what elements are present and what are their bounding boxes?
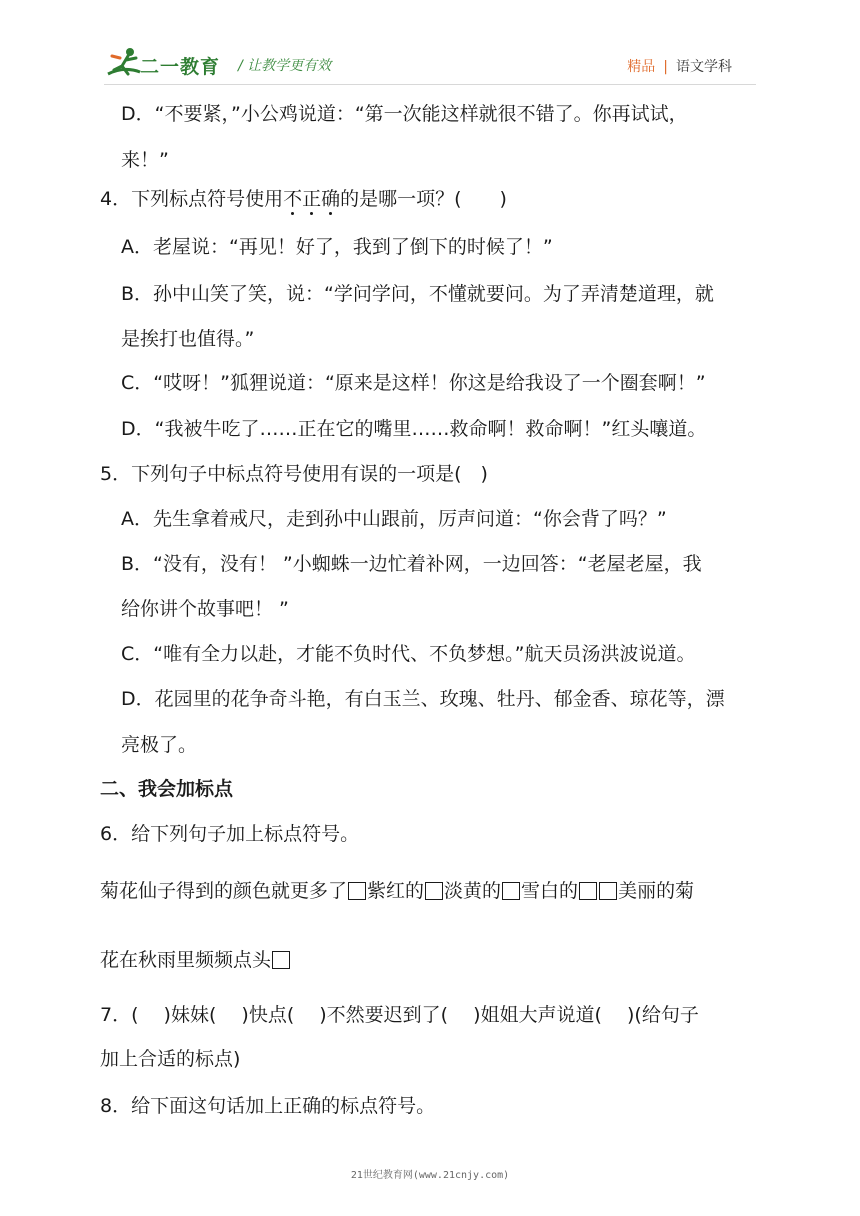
header-divider [104,84,756,85]
logo-text: 二一教育 [140,56,221,78]
q4-emphasis-1: 不 [283,188,303,210]
q3-option-d-line2: 来！” [121,149,169,171]
page-footer: 21世纪教育网(www.21cnjy.com) [350,1170,510,1181]
q4-option-b-line1: B．孙中山笑了笑，说：“学问学问，不懂就要问。为了弄清楚道理，就 [121,283,714,305]
page-header [0,0,860,90]
answer-box[interactable] [599,882,617,900]
q6-seg-1: 菊花仙子得到的颜色就更多了 [100,880,348,902]
q4-emphasis-2: 正 [302,188,322,210]
question-5: 5．下列句子中标点符号使用有误的一项是( ) [100,463,488,485]
q4-option-b-line2: 是挨打也值得。” [121,328,255,350]
question-6: 6．给下列句子加上标点符号。 [100,823,360,845]
answer-box[interactable] [579,882,597,900]
q6-seg-2: 紫红的 [367,880,425,902]
q5-option-b-line2: 给你讲个故事吧！ ” [121,598,289,620]
q5-option-b-line1: B．“没有，没有！ ”小蜘蛛一边忙着补网，一边回答：“老屋老屋，我 [121,553,702,575]
slogan: / 让教学更有效 [238,58,332,74]
q4-option-c: C．“哎呀！”狐狸说道：“原来是这样！你这是给我设了一个圈套啊！” [121,372,706,394]
q6-seg-3: 淡黄的 [444,880,502,902]
section-2-heading: 二、我会加标点 [100,778,234,800]
question-8: 8．给下面这句话加上正确的标点符号。 [100,1095,436,1117]
question-7-line1: 7．( )妹妹( )快点( )不然要迟到了( )姐姐大声说道( )(给句子 [100,1004,699,1026]
q6-seg-4: 雪白的 [521,880,579,902]
question-4 [100,187,507,211]
q4-text-a: 4．下列标点符号使用 [100,188,284,210]
q4-option-a: A．老屋说：“再见！好了，我到了倒下的时候了！” [121,236,553,258]
q4-option-d: D．“我被牛吃了……正在它的嘴里……救命啊！救命啊！”红头嚷道。 [121,418,707,440]
subject-label: 语文学科 [676,59,732,75]
answer-box[interactable] [425,882,443,900]
answer-box[interactable] [272,951,290,969]
q5-option-d-line1: D．花园里的花争奇斗艳，有白玉兰、玫瑰、牡丹、郁金香、琼花等，漂 [121,688,725,710]
header-separator: | [663,59,668,75]
q5-option-a: A．先生拿着戒尺，走到孙中山跟前，厉声问道：“你会背了吗？” [121,508,667,530]
q6-sentence-line1 [100,879,694,903]
header-subject [627,56,732,76]
answer-box[interactable] [348,882,366,900]
brand-label: 精品 [627,59,656,75]
q6-seg-5: 美丽的菊 [618,880,695,902]
q3-option-d-line1: D．“不要紧，”小公鸡说道：“第一次能这样就很不错了。你再试试， [121,103,688,125]
q4-emphasis-3: 确 [321,188,341,210]
q6-seg-6: 花在秋雨里频频点头 [100,949,272,971]
q6-sentence-line2 [100,948,291,972]
q5-option-c: C．“唯有全力以赴，才能不负时代、不负梦想。”航天员汤洪波说道。 [121,643,696,665]
answer-box[interactable] [502,882,520,900]
q5-option-d-line2: 亮极了。 [121,734,198,756]
question-7-line2: 加上合适的标点) [100,1048,241,1070]
q4-text-e: 的是哪一项？( ) [340,188,507,210]
